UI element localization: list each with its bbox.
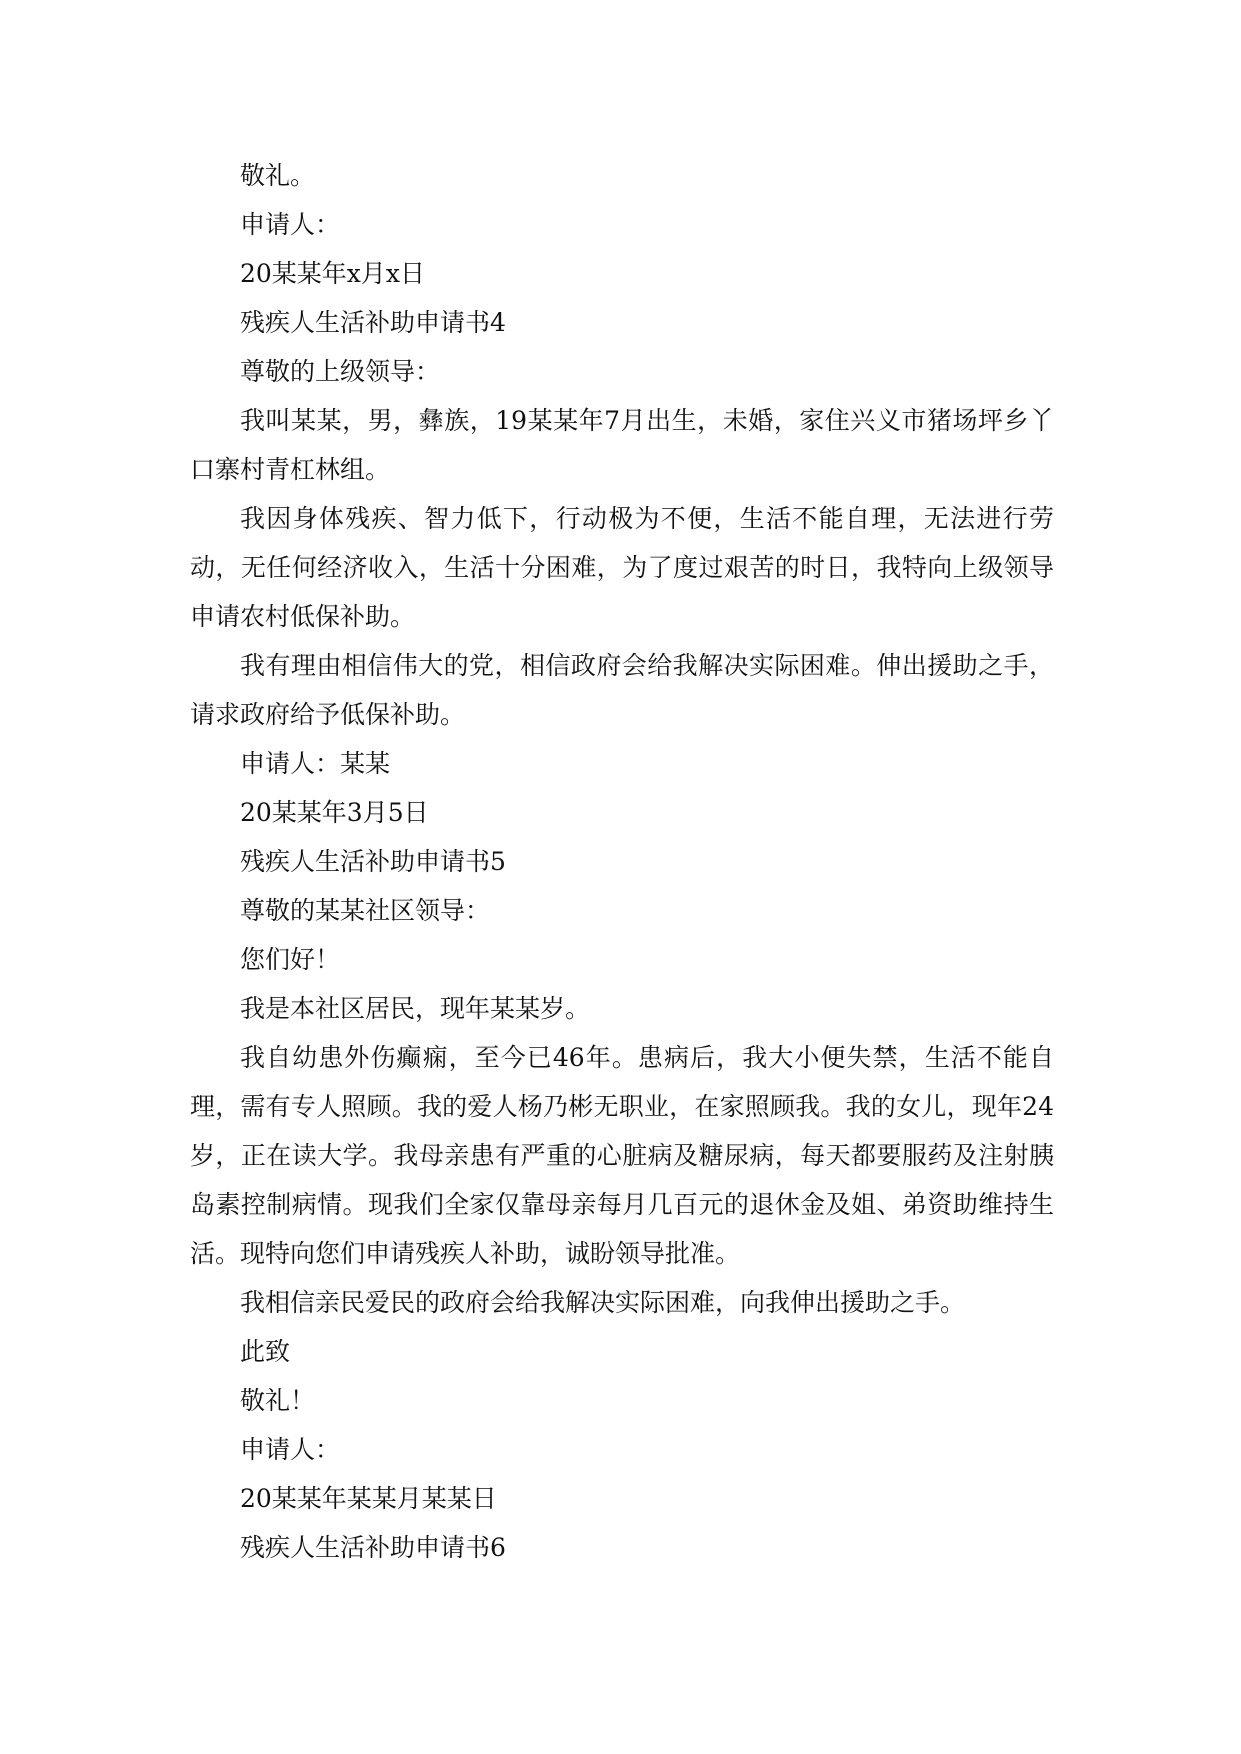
date-line: 20某某年3月5日 xyxy=(240,798,429,827)
body-paragraph: 我因身体残疾、智力低下，行动极为不便，生活不能自理，无法进行劳动，无任何经济收入，生活十分困难，为了度过艰苦的时日，我特向上级领导申请农村低保补助。 xyxy=(190,504,1054,631)
applicant-label: 申请人： xyxy=(240,210,341,239)
date-line: 20某某年x月x日 xyxy=(240,259,426,288)
closing-salute: 敬礼！ xyxy=(240,1386,316,1415)
closing-phrase: 此致 xyxy=(240,1337,291,1366)
date-line: 20某某年某某月某某日 xyxy=(240,1484,497,1513)
applicant-label: 申请人： xyxy=(240,1435,341,1464)
salutation: 尊敬的上级领导： xyxy=(240,357,441,386)
body-paragraph: 我是本社区居民，现年某某岁。 xyxy=(240,994,591,1023)
body-paragraph: 我叫某某，男，彝族，19某某年7月出生，未婚，家住兴义市猪场坪乡丫口寨村青杠林组。 xyxy=(190,406,1054,484)
closing-salute: 敬礼。 xyxy=(240,161,316,190)
greeting: 您们好！ xyxy=(240,945,341,974)
body-paragraph: 我相信亲民爱民的政府会给我解决实际困难，向我伸出援助之手。 xyxy=(240,1288,966,1317)
salutation: 尊敬的某某社区领导： xyxy=(240,896,491,925)
body-paragraph: 我有理由相信伟大的党，相信政府会给我解决实际困难。伸出援助之手，请求政府给予低保补助。 xyxy=(190,651,1054,729)
applicant-label: 申请人：某某 xyxy=(240,749,391,778)
document-body xyxy=(190,151,1054,1572)
section-title: 残疾人生活补助申请书6 xyxy=(240,1533,506,1562)
section-title: 残疾人生活补助申请书5 xyxy=(240,847,506,876)
section-title: 残疾人生活补助申请书4 xyxy=(240,308,506,337)
body-paragraph: 我自幼患外伤癫痫，至今已46年。患病后，我大小便失禁，生活不能自理，需有专人照顾。我的爱人杨乃彬无职业，在家照顾我。我的女儿，现年24岁，正在读大学。我母亲患有严重的心脏病及糖尿病，每天都要服药及注射胰岛素控制病情。现我们全家仅靠母亲每月几百元的退休金及姐、弟资助维持生活。现特向您们申请残疾人补助，诚盼领导批准。 xyxy=(190,1043,1054,1268)
